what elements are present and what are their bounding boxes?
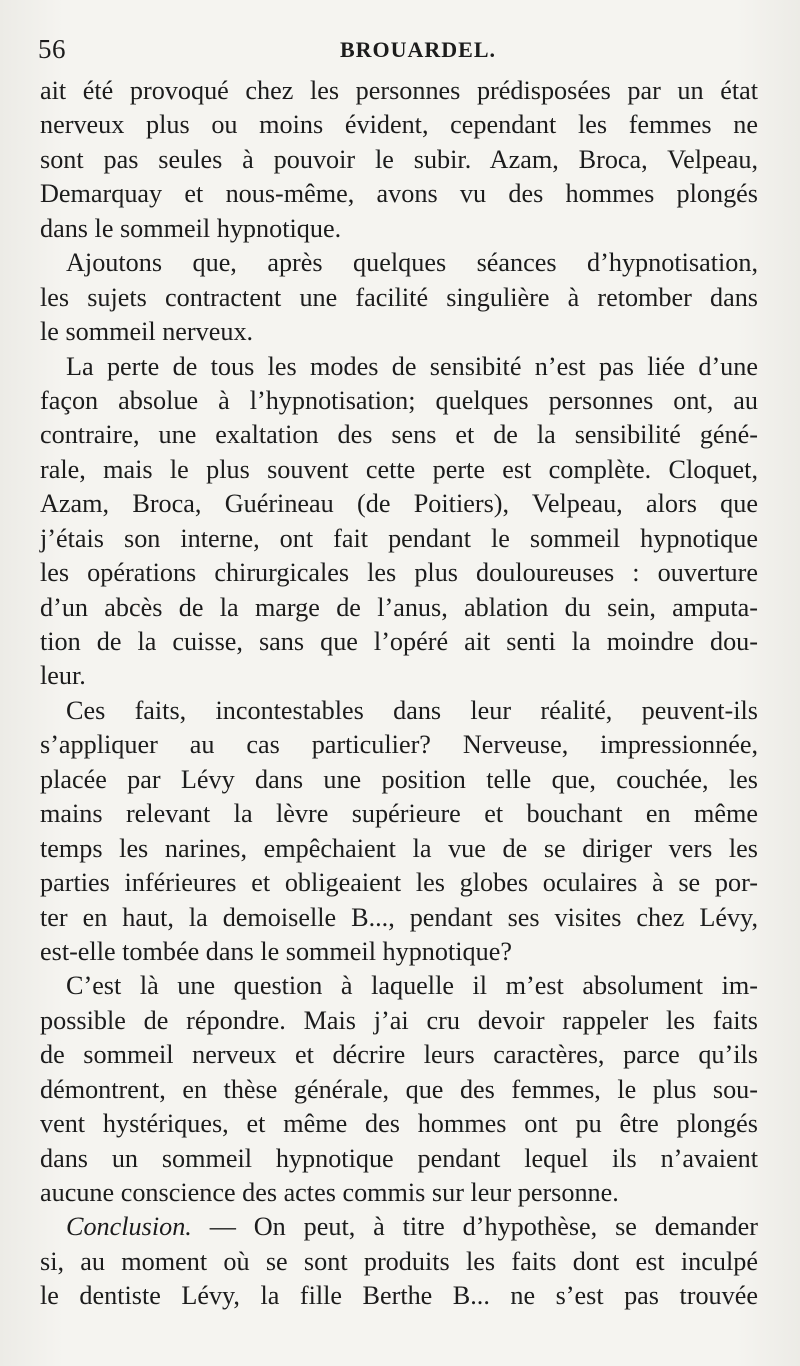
paragraph-5 bbox=[40, 969, 758, 1210]
page-number: 56 bbox=[38, 34, 66, 64]
paragraph-2 bbox=[40, 246, 758, 349]
text-line: les opérations chirurgicales les plus douloureuses : ouverture bbox=[40, 558, 758, 588]
text-line: placée par Lévy dans une position telle que, couchée, les bbox=[40, 764, 758, 794]
paragraph-conclusion bbox=[40, 1210, 758, 1313]
text-line: Demarquay et nous-même, avons vu des hommes plongés bbox=[40, 179, 758, 209]
conclusion-heading: Conclusion. bbox=[66, 1212, 192, 1242]
text-line bbox=[40, 1210, 758, 1244]
page-header bbox=[38, 34, 758, 74]
text-line: vent hystériques, et même des hommes ont pu être plongés bbox=[40, 1109, 758, 1139]
text-line: dans un sommeil hypnotique pendant lequel ils n’avaient bbox=[40, 1143, 758, 1173]
text-line: le dentiste Lévy, la fille Berthe B... ne s’est pas trouvée bbox=[40, 1281, 758, 1311]
text-line: possible de répondre. Mais j’ai cru devoir rappeler les faits bbox=[40, 1005, 758, 1035]
text-line: les sujets contractent une facilité singulière à retomber dans bbox=[40, 282, 758, 312]
text-line: temps les narines, empêchaient la vue de se diriger vers les bbox=[40, 833, 758, 863]
text-line: mains relevant la lèvre supérieure et bouchant en même bbox=[40, 799, 758, 829]
text-line: rale, mais le plus souvent cette perte est complète. Cloquet, bbox=[40, 454, 758, 484]
text-line: La perte de tous les modes de sensibité n’est pas liée d’une bbox=[66, 351, 758, 381]
text-line: Ajoutons que, après quelques séances d’hypnotisation, bbox=[66, 248, 758, 278]
text-line: sont pas seules à pouvoir le subir. Azam, Broca, Velpeau, bbox=[40, 144, 758, 174]
body-text bbox=[40, 74, 758, 1314]
text-line: s’appliquer au cas particulier? Nerveuse, impressionnée, bbox=[40, 730, 758, 760]
paragraph-4 bbox=[40, 694, 758, 970]
text-line: façon absolue à l’hypnotisation; quelques personnes ont, au bbox=[40, 385, 758, 415]
text-line: leur. bbox=[40, 661, 86, 691]
text-line: C’est là une question à laquelle il m’est absolument im- bbox=[66, 971, 758, 1001]
paragraph-1 bbox=[40, 74, 758, 246]
paragraph-3 bbox=[40, 350, 758, 694]
text-line: dans le sommeil hypnotique. bbox=[40, 213, 342, 243]
text-line: d’un abcès de la marge de l’anus, ablation du sein, amputa- bbox=[40, 592, 758, 622]
text-line: si, au moment où se sont produits les faits dont est inculpé bbox=[40, 1246, 758, 1276]
text-line: Azam, Broca, Guérineau (de Poitiers), Velpeau, alors que bbox=[40, 489, 758, 519]
text-line: aucune conscience des actes commis sur leur personne. bbox=[40, 1178, 619, 1207]
text-line: contraire, une exaltation des sens et de la sensibilité géné- bbox=[40, 420, 758, 450]
text-line: ter en haut, la demoiselle B..., pendant ses visites chez Lévy, bbox=[40, 902, 758, 932]
running-head: BROUARDEL. bbox=[339, 37, 497, 62]
text-line: nerveux plus ou moins évident, cependant les femmes ne bbox=[40, 110, 758, 140]
text-line: ait été provoqué chez les personnes prédisposées par un état bbox=[40, 76, 758, 105]
text-line: démontrent, en thèse générale, que des femmes, le plus sou- bbox=[40, 1074, 758, 1104]
text-line: parties inférieures et obligeaient les globes oculaires à se por- bbox=[40, 868, 758, 898]
text-line: le sommeil nerveux. bbox=[40, 317, 254, 347]
text-line: j’étais son interne, ont fait pendant le sommeil hypnotique bbox=[40, 523, 758, 553]
text-line: tion de la cuisse, sans que l’opéré ait senti la moindre dou- bbox=[40, 627, 758, 656]
conclusion-text: — On peut, à titre d’hypothèse, se demander bbox=[191, 1212, 758, 1242]
text-line: Ces faits, incontestables dans leur réalité, peuvent-ils bbox=[66, 695, 758, 725]
text-line: est-elle tombée dans le sommeil hypnotique? bbox=[40, 936, 512, 966]
text-line: de sommeil nerveux et décrire leurs caractères, parce qu’ils bbox=[40, 1040, 758, 1070]
